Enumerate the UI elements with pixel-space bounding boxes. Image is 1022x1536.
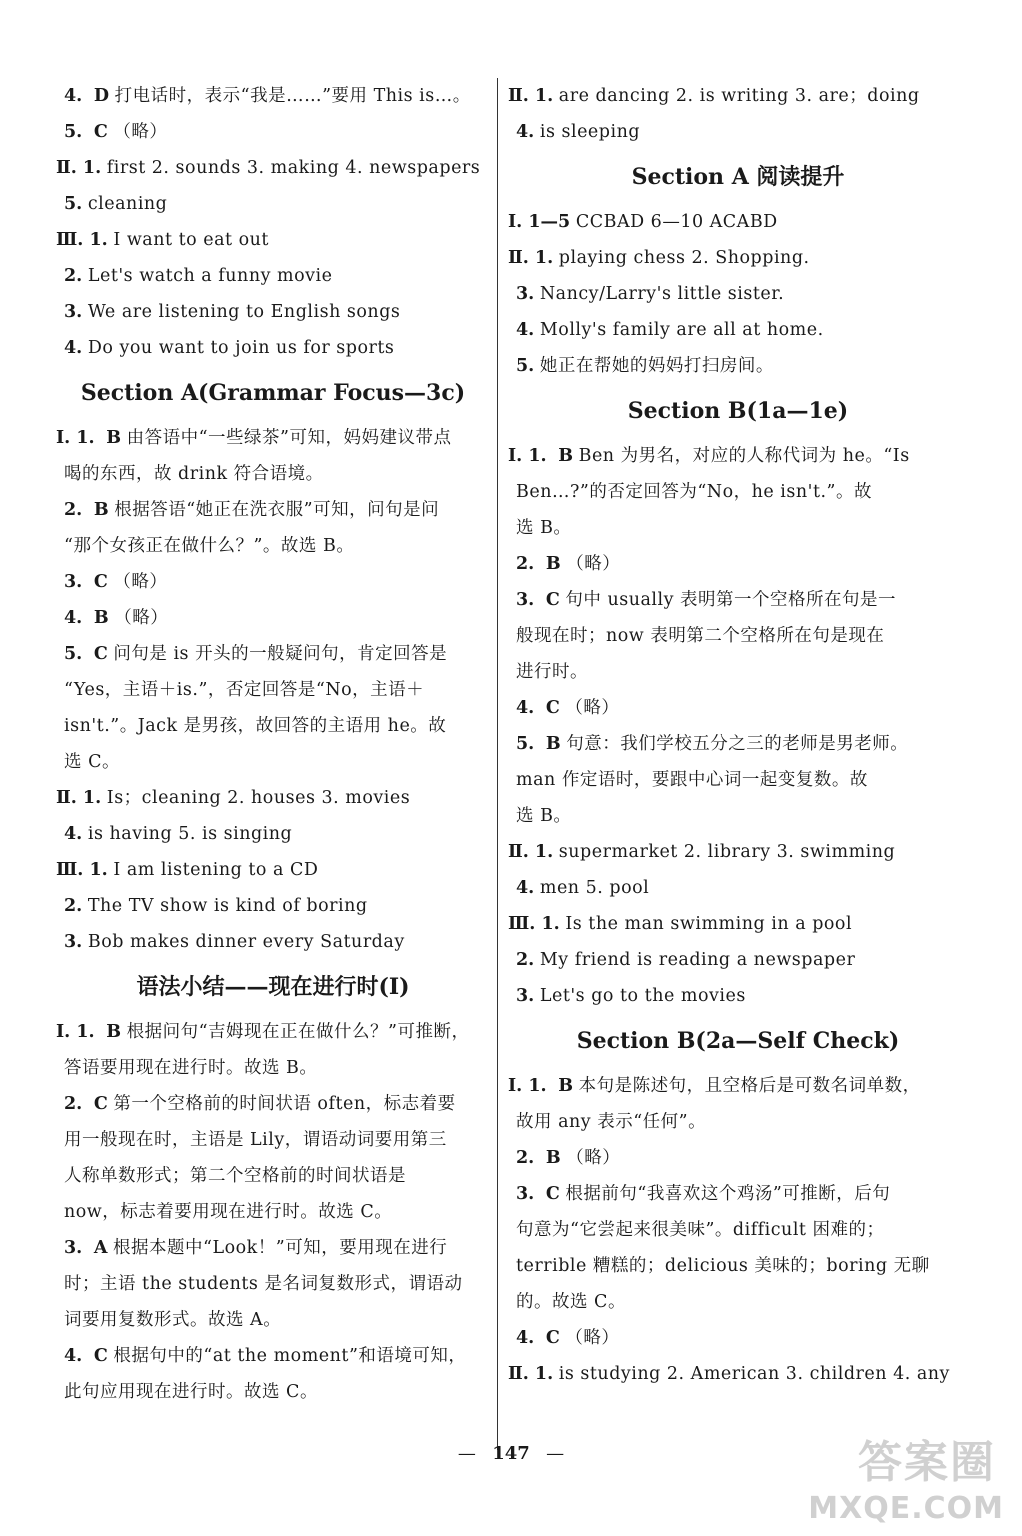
item-number: 5. [516, 356, 535, 376]
answer-line [56, 924, 490, 960]
answer-text: 此句应用现在进行时。故选 C。 [64, 1382, 318, 1402]
answer-choice: B [106, 428, 122, 448]
item-number: Ⅱ. 1. [56, 158, 102, 178]
answer-text: Ben…?”的否定回答为“No，he isn't.”。故 [516, 482, 873, 502]
item-number: 3. [64, 572, 83, 592]
item-number: Ⅱ. 1. [508, 1364, 554, 1384]
answer-line [508, 348, 968, 384]
answer-text: Is；cleaning 2. houses 3. movies [106, 788, 411, 808]
answer-line [508, 1248, 968, 1284]
item-number: 3. [64, 302, 83, 322]
item-number: Ⅲ. 1. [56, 230, 108, 250]
answer-text: Ben 为男名，对应的人称代词为 he。“Is [578, 446, 910, 466]
answer-text: CCBAD 6—10 ACABD [575, 212, 778, 232]
item-number: 3. [516, 1184, 535, 1204]
item-number: 4. [516, 878, 535, 898]
answer-line [508, 906, 968, 942]
answer-line [508, 654, 968, 690]
answer-text: “那个女孩正在做什么？”。故选 B。 [64, 536, 355, 556]
answer-line [508, 438, 968, 474]
answer-text: Let's watch a funny movie [87, 266, 333, 286]
answer-line [508, 240, 968, 276]
answer-text: 句中 usually 表明第一个空格所在句是一 [565, 590, 897, 610]
watermark-logo [808, 1426, 1004, 1526]
item-number: 5. [64, 122, 83, 142]
answer-line [56, 186, 490, 222]
answer-choice: C [545, 1184, 560, 1204]
answer-line [56, 1050, 490, 1086]
answer-line [508, 1104, 968, 1140]
answer-text: 问句是 is 开头的一般疑问句，肯定回答是 [113, 644, 448, 664]
section-heading: Section B(1a—1e) [627, 398, 849, 424]
item-number: Ⅱ. 1. [508, 842, 554, 862]
answer-line [508, 1284, 968, 1320]
left-column [56, 78, 490, 1410]
answer-text: （略） [114, 608, 169, 628]
answer-text: 本句是陈述句，且空格后是可数名词单数， [578, 1076, 921, 1096]
answer-text: “Yes，主语＋is.”，否定回答是“No，主语＋ [64, 680, 425, 700]
answer-line [56, 114, 490, 150]
footer-dash-left: — [457, 1443, 476, 1464]
item-number: Ⅱ. 1. [508, 248, 554, 268]
answer-text: playing chess 2. Shopping. [558, 248, 810, 268]
item-number: 5. [64, 194, 83, 214]
answer-text: （略） [565, 698, 620, 718]
answer-line [56, 1158, 490, 1194]
answer-choice: C [93, 1094, 108, 1114]
answer-text: man 作定语时，要跟中心词一起变复数。故 [516, 770, 868, 790]
answer-line [508, 1212, 968, 1248]
item-number: 3. [64, 932, 83, 952]
item-number: 3. [516, 986, 535, 1006]
answer-choice: B [93, 500, 109, 520]
answer-text: are dancing 2. is writing 3. are；doing [558, 86, 920, 106]
answer-line [508, 582, 968, 618]
answer-text: men 5. pool [539, 878, 650, 898]
answer-line [56, 1230, 490, 1266]
answer-choice: D [93, 86, 110, 106]
answer-line [508, 1320, 968, 1356]
answer-choice: B [106, 1022, 122, 1042]
answer-line [56, 222, 490, 258]
answer-line [56, 888, 490, 924]
answer-text: I want to eat out [113, 230, 269, 250]
answer-text: （略） [565, 1328, 620, 1348]
answer-text: 人称单数形式；第二个空格前的时间状语是 [64, 1166, 406, 1186]
answer-text: 根据本题中“Look！”可知，要用现在进行 [113, 1238, 448, 1258]
item-number: Ⅰ. 1—5 [508, 212, 571, 232]
answer-text: 时；主语 the students 是名词复数形式，谓语动 [64, 1274, 463, 1294]
answer-text: 打电话时，表示“我是……”要用 This is…。 [114, 86, 471, 106]
answer-line [56, 1086, 490, 1122]
answer-text: 句意：我们学校五分之三的老师是男老师。 [566, 734, 909, 754]
item-number: 4. [516, 1328, 535, 1348]
answer-choice: B [545, 554, 561, 574]
item-number: 2. [516, 950, 535, 970]
answer-text: 第一个空格前的时间状语 often，标志着要 [113, 1094, 456, 1114]
answer-line [56, 780, 490, 816]
answer-text: Is the man swimming in a pool [565, 914, 853, 934]
answer-choice: B [545, 1148, 561, 1168]
item-number: 4. [64, 1346, 83, 1366]
section-heading: Section B(2a—Self Check) [576, 1028, 900, 1054]
answer-line [56, 1374, 490, 1410]
answer-text: （略） [113, 572, 168, 592]
answer-text: 般现在时；now 表明第二个空格所在句是现在 [516, 626, 885, 646]
section-heading: Section A(Grammar Focus—3c) [80, 380, 466, 406]
answer-text: Do you want to join us for sports [87, 338, 395, 358]
watermark-bottom-text: MXQE.COM [808, 1491, 1004, 1526]
answer-text: terrible 糟糕的；delicious 美味的；boring 无聊 [516, 1256, 930, 1276]
answer-line [56, 564, 490, 600]
item-number: Ⅰ. 1. [508, 446, 547, 466]
answer-choice: B [545, 734, 561, 754]
item-number: Ⅰ. 1. [56, 428, 95, 448]
answer-line [56, 492, 490, 528]
answer-line [56, 600, 490, 636]
answer-text: is having 5. is singing [87, 824, 293, 844]
right-column [508, 78, 968, 1392]
item-number: 4. [64, 824, 83, 844]
item-number: 3. [516, 284, 535, 304]
answer-choice: C [545, 698, 560, 718]
answer-text: I am listening to a CD [113, 860, 319, 880]
answer-line [508, 546, 968, 582]
answer-line [508, 690, 968, 726]
answer-text: We are listening to English songs [87, 302, 401, 322]
item-number: 4. [64, 338, 83, 358]
item-number: Ⅰ. 1. [508, 1076, 547, 1096]
answer-text: is studying 2. American 3. children 4. any [558, 1364, 950, 1384]
answer-text: 词要用复数形式。故选 A。 [64, 1310, 282, 1330]
answer-text: first 2. sounds 3. making 4. newspapers [106, 158, 481, 178]
answer-text: Let's go to the movies [539, 986, 746, 1006]
item-number: 2. [64, 500, 83, 520]
answer-text: Bob makes dinner every Saturday [87, 932, 405, 952]
answer-text: 她正在帮她的妈妈打扫房间。 [539, 356, 774, 376]
answer-line [56, 258, 490, 294]
answer-line [56, 456, 490, 492]
answer-line [508, 834, 968, 870]
item-number: 2. [64, 266, 83, 286]
item-number: 4. [64, 608, 83, 628]
answer-text: Nancy/Larry's little sister. [539, 284, 785, 304]
page-number: 147 [492, 1443, 530, 1464]
item-number: 4. [516, 320, 535, 340]
answer-line [508, 114, 968, 150]
item-number: Ⅱ. 1. [508, 86, 554, 106]
item-number: 4. [64, 86, 83, 106]
answer-line [56, 1338, 490, 1374]
answer-choice: C [93, 572, 108, 592]
answer-text: 的。故选 C。 [516, 1292, 626, 1312]
answer-line [508, 870, 968, 906]
answer-text: isn't.”。Jack 是男孩，故回答的主语用 he。故 [64, 716, 447, 736]
answer-choice: C [545, 1328, 560, 1348]
answer-text: 根据前句“我喜欢这个鸡汤”可推断，后句 [565, 1184, 891, 1204]
answer-text: 根据句中的“at the moment”和语境可知， [113, 1346, 467, 1366]
answer-text: 用一般现在时，主语是 Lily，谓语动词要用第三 [64, 1130, 447, 1150]
answer-line [508, 978, 968, 1014]
answer-text: 选 C。 [64, 752, 120, 772]
column-divider [497, 78, 498, 1450]
watermark-top-text: 答案圈 [858, 1437, 996, 1488]
answer-line [508, 618, 968, 654]
answer-choice: B [93, 608, 109, 628]
item-number: Ⅱ. 1. [56, 788, 102, 808]
answer-text: （略） [566, 554, 621, 574]
answer-text: （略） [566, 1148, 621, 1168]
answer-choice: C [93, 644, 108, 664]
answer-choice: B [558, 1076, 574, 1096]
answer-text: supermarket 2. library 3. swimming [558, 842, 896, 862]
answer-line [508, 762, 968, 798]
answer-line [508, 1140, 968, 1176]
answer-text: 答语要用现在进行时。故选 B。 [64, 1058, 318, 1078]
answer-line [508, 474, 968, 510]
answer-line [508, 312, 968, 348]
answer-line [508, 78, 968, 114]
footer-dash-right: — [546, 1443, 565, 1464]
answer-choice: B [558, 446, 574, 466]
answer-text: 进行时。 [516, 662, 588, 682]
item-number: 4. [516, 122, 535, 142]
item-number: Ⅲ. 1. [56, 860, 108, 880]
answer-line [56, 636, 490, 672]
answer-line [56, 1266, 490, 1302]
item-number: 4. [516, 698, 535, 718]
answer-line [56, 330, 490, 366]
answer-line [508, 204, 968, 240]
answer-line [56, 528, 490, 564]
section-heading: 语法小结——现在进行时(Ⅰ) [136, 974, 410, 1000]
item-number: 5. [64, 644, 83, 664]
answer-text: cleaning [87, 194, 168, 214]
answer-choice: A [93, 1238, 108, 1258]
answer-line [56, 1122, 490, 1158]
answer-text: 选 B。 [516, 806, 572, 826]
answer-text: 喝的东西，故 drink 符合语境。 [64, 464, 324, 484]
answer-line [56, 1302, 490, 1338]
answer-line [508, 726, 968, 762]
answer-text: 由答语中“一些绿茶”可知，妈妈建议带点 [126, 428, 452, 448]
answer-text: The TV show is kind of boring [87, 896, 368, 916]
answer-line [56, 672, 490, 708]
item-number: 3. [516, 590, 535, 610]
answer-line [56, 816, 490, 852]
answer-line [56, 744, 490, 780]
answer-line [56, 852, 490, 888]
answer-line [508, 510, 968, 546]
answer-line [56, 1014, 490, 1050]
item-number: 2. [64, 1094, 83, 1114]
answer-line [508, 1068, 968, 1104]
answer-line [56, 78, 490, 114]
answer-line [508, 276, 968, 312]
answer-line [56, 420, 490, 456]
item-number: Ⅲ. 1. [508, 914, 560, 934]
answer-choice: C [545, 590, 560, 610]
item-number: 2. [516, 1148, 535, 1168]
answer-text: 根据答语“她正在洗衣服”可知，问句是问 [114, 500, 440, 520]
answer-text: 句意为“它尝起来很美味”。difficult 困难的； [516, 1220, 885, 1240]
answer-line [508, 942, 968, 978]
answer-text: Molly's family are all at home. [539, 320, 824, 340]
answer-line [56, 708, 490, 744]
item-number: 2. [516, 554, 535, 574]
answer-line [56, 294, 490, 330]
answer-choice: C [93, 1346, 108, 1366]
answer-text: 故用 any 表示“任何”。 [516, 1112, 707, 1132]
answer-text: is sleeping [539, 122, 641, 142]
item-number: 2. [64, 896, 83, 916]
item-number: 5. [516, 734, 535, 754]
section-heading: Section A 阅读提升 [631, 164, 845, 190]
answer-text: My friend is reading a newspaper [539, 950, 856, 970]
answer-line [508, 1176, 968, 1212]
answer-choice: C [93, 122, 108, 142]
answer-text: （略） [113, 122, 168, 142]
item-number: Ⅰ. 1. [56, 1022, 95, 1042]
answer-line [56, 1194, 490, 1230]
answer-text: now，标志着要用现在进行时。故选 C。 [64, 1202, 393, 1222]
answer-line [508, 798, 968, 834]
answer-text: 选 B。 [516, 518, 572, 538]
answer-line [56, 150, 490, 186]
answer-line [508, 1356, 968, 1392]
item-number: 3. [64, 1238, 83, 1258]
answer-text: 根据问句“吉姆现在正在做什么？”可推断， [126, 1022, 470, 1042]
